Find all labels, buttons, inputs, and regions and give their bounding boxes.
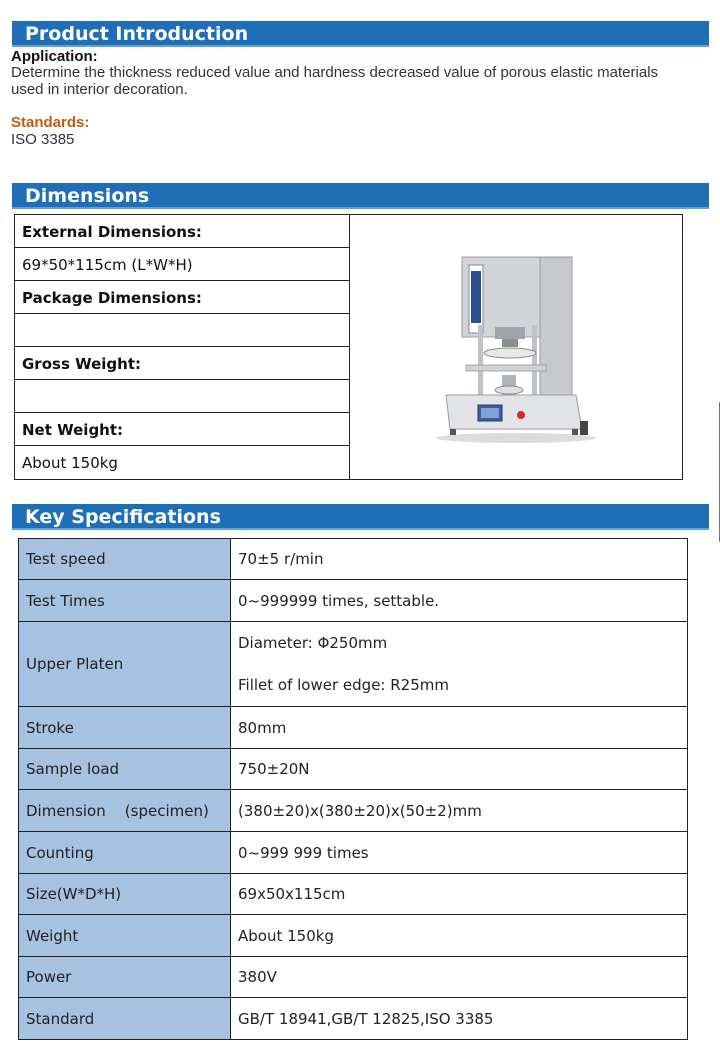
spec-key: Weight — [19, 915, 231, 957]
application-text-line-2: used in interior decoration. — [11, 81, 188, 98]
spec-key: Upper Platen — [19, 622, 231, 707]
spec-row — [19, 749, 688, 790]
dimensions-header: Dimensions — [12, 183, 709, 209]
spec-value — [231, 998, 688, 1040]
spec-row — [19, 915, 688, 957]
spec-value-line: Fillet of lower edge: R25mm — [238, 676, 449, 694]
spec-key: Counting — [19, 832, 231, 874]
spec-row — [19, 874, 688, 915]
dimension-value: About 150kg — [22, 454, 118, 472]
dimension-label: Gross Weight: — [15, 347, 349, 380]
spec-value — [231, 749, 688, 790]
spec-value-line: Diameter: Φ250mm — [238, 634, 388, 652]
dimension-value — [15, 314, 349, 347]
spec-value — [231, 957, 688, 998]
spec-key: Standard — [19, 998, 231, 1040]
spec-key: Test Times — [19, 580, 231, 622]
spec-key: Stroke — [19, 707, 231, 749]
specifications-table — [18, 538, 688, 1040]
spec-value — [231, 832, 688, 874]
spec-value-line: 380V — [238, 968, 277, 986]
spec-value — [231, 915, 688, 957]
spec-row — [19, 790, 688, 832]
spec-row — [19, 707, 688, 749]
spec-value — [231, 707, 688, 749]
spec-value-line: 70±5 r/min — [238, 550, 324, 568]
test-machine-illustration — [350, 215, 682, 479]
spec-row — [19, 957, 688, 998]
spec-value — [231, 539, 688, 580]
dimension-label: External Dimensions: — [15, 215, 349, 248]
spec-row — [19, 580, 688, 622]
spec-value-line: 0~999 999 times — [238, 843, 369, 862]
standards-label: Standards: — [11, 114, 90, 131]
spec-key: Size(W*D*H) — [19, 874, 231, 915]
spec-row — [19, 998, 688, 1040]
spec-value-line: GB/T 18941,GB/T 12825,ISO 3385 — [238, 1009, 494, 1028]
spec-row — [19, 622, 688, 707]
spec-value-line: (380±20)x(380±20)x(50±2)mm — [238, 801, 482, 820]
spec-value — [231, 790, 688, 832]
product-image — [350, 215, 682, 479]
spec-key: Sample load — [19, 749, 231, 790]
standards-text: ISO 3385 — [11, 131, 75, 148]
application-text-line-1: Determine the thickness reduced value and hardness decreased value of porous elastic materials — [11, 64, 659, 81]
spec-key: Test speed — [19, 539, 231, 580]
dimension-label: Net Weight: — [15, 413, 349, 446]
product-introduction-header: Product Introduction — [12, 21, 709, 47]
dimension-value — [15, 380, 349, 413]
spec-key: Power — [19, 957, 231, 998]
dimension-value: 69*50*115cm (L*W*H) — [15, 248, 349, 281]
spec-value-line: 750±20N — [238, 760, 310, 778]
spec-key: Dimension (specimen) — [19, 790, 231, 832]
dimension-label: Package Dimensions: — [15, 281, 349, 314]
spec-value — [231, 622, 688, 707]
key-specifications-header: Key Specifications — [12, 504, 709, 530]
spec-value-line: 0~999999 times, settable. — [238, 591, 440, 610]
spec-row — [19, 832, 688, 874]
application-label: Application: — [11, 48, 98, 65]
spec-row — [19, 539, 688, 580]
spec-value — [231, 874, 688, 915]
spec-value-line: 69x50x115cm — [238, 885, 346, 903]
spec-value-line: About 150kg — [238, 926, 334, 945]
dimensions-list — [15, 215, 350, 479]
dimensions-table — [14, 214, 683, 480]
spec-value — [231, 580, 688, 622]
spec-value-line: 80mm — [238, 718, 287, 737]
